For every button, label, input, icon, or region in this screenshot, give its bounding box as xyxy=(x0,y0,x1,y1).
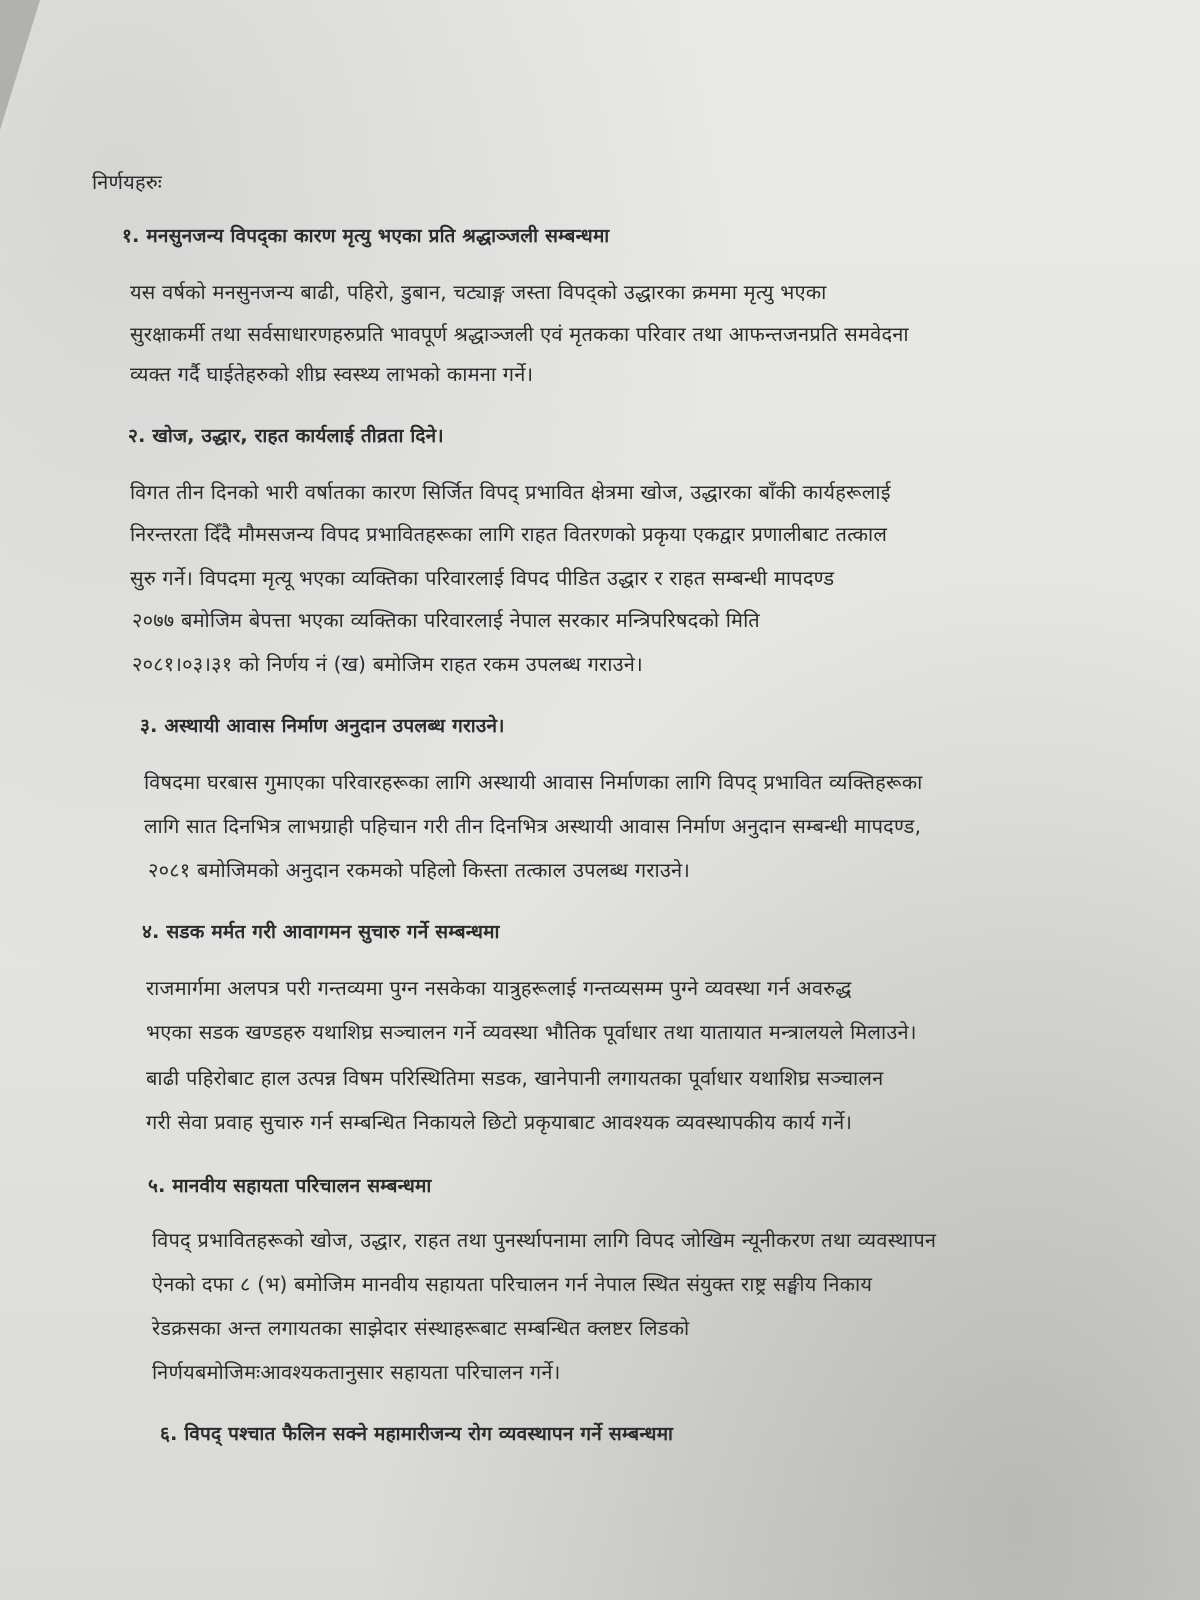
section-1-line-3: व्यक्त गर्दै घाईतेहरुको शीघ्र स्वस्थ्य लाभको कामना गर्ने। xyxy=(130,362,534,386)
section-4-line-1: राजमार्गमा अलपत्र परी गन्तव्यमा पुग्न नसकेका यात्रुहरूलाई गन्तव्यसम्म पुग्ने व्यवस्था गर्न अवरुद्ध xyxy=(146,976,852,1000)
section-2-line-4: २०७७ बमोजिम बेपत्ता भएका व्यक्तिका परिवारलाई नेपाल सरकार मन्त्रिपरिषदको मिति xyxy=(132,608,760,632)
section-2-line-3: सुरु गर्ने। विपदमा मृत्यू भएका व्यक्तिका परिवारलाई विपद पीडित उद्धार र राहत सम्बन्धी मापदण्ड xyxy=(130,566,835,590)
section-4-line-2: भएका सडक खण्डहरु यथाशिघ्र सञ्चालन गर्ने व्यवस्था भौतिक पूर्वाधार तथा यातायात मन्त्रालयले मिलाउने। xyxy=(146,1020,917,1044)
section-5-line-2: ऐनको दफा ८ (भ) बमोजिम मानवीय सहायता परिचालन गर्न नेपाल स्थित संयुक्त राष्ट्र सङ्घीय निकाय xyxy=(152,1272,873,1296)
section-1-line-2: सुरक्षाकर्मी तथा सर्वसाधारणहरुप्रति भावपूर्ण श्रद्धाञ्जली एवं मृतकका परिवार तथा आफन्तजनप्रति समवेदना xyxy=(130,322,909,346)
section-5-line-1: विपद् प्रभावितहरूको खोज, उद्धार, राहत तथा पुनर्स्थापनामा लागि विपद जोखिम न्यूनीकरण तथा व्यवस्थापन xyxy=(152,1228,937,1252)
section-2-line-2: निरन्तरता दिँदै मौमसजन्य विपद प्रभावितहरूका लागि राहत वितरणको प्रकृया एकद्वार प्रणालीबाट तत्काल xyxy=(130,522,888,546)
section-1-line-1: यस वर्षको मनसुनजन्य बाढी, पहिरो, डुबान, चट्याङ्ग जस्ता विपद्को उद्धारका क्रममा मृत्यु भएका xyxy=(130,280,827,304)
section-2-line-5: २०८१।०३।३१ को निर्णय नं (ख) बमोजिम राहत रकम उपलब्ध गराउने। xyxy=(132,652,643,676)
section-3-line-1: विषदमा घरबास गुमाएका परिवारहरूका लागि अस्थायी आवास निर्माणका लागि विपद् प्रभावित व्यक्तिहरूका xyxy=(144,770,923,794)
section-4-line-4: गरी सेवा प्रवाह सुचारु गर्न सम्बन्धित निकायले छिटो प्रकृयाबाट आवश्यक व्यवस्थापकीय कार्य गर्ने। xyxy=(146,1110,853,1134)
section-6-heading: ६. विपद् पश्चात फैलिन सक्ने महामारीजन्य रोग व्यवस्थापन गर्ने सम्बन्धमा xyxy=(160,1423,674,1445)
section-3-heading: ३. अस्थायी आवास निर्माण अनुदान उपलब्ध गराउने। xyxy=(140,715,505,737)
section-5-line-4: निर्णयबमोजिमःआवश्यकतानुसार सहायता परिचालन गर्ने। xyxy=(152,1360,561,1384)
section-5-line-3: रेडक्रसका अन्त लगायतका साझेदार संस्थाहरूबाट सम्बन्धित क्लष्टर लिडको xyxy=(152,1316,690,1340)
section-2-line-1: विगत तीन दिनको भारी वर्षातका कारण सिर्जित विपद् प्रभावित क्षेत्रमा खोज, उद्धारका बाँकी कार्यहरूलाई xyxy=(130,480,891,504)
document-title: निर्णयहरुः xyxy=(92,170,162,194)
section-3-line-2: लागि सात दिनभित्र लाभग्राही पहिचान गरी तीन दिनभित्र अस्थायी आवास निर्माण अनुदान सम्बन्धी मापदण्ड, xyxy=(144,814,922,838)
section-3-line-3: २०८१ बमोजिमको अनुदान रकमको पहिलो किस्ता तत्काल उपलब्ध गराउने। xyxy=(148,858,691,882)
section-2-heading: २. खोज, उद्धार, राहत कार्यलाई तीव्रता दिने। xyxy=(128,425,444,447)
section-5-heading: ५. मानवीय सहायता परिचालन सम्बन्धमा xyxy=(148,1175,432,1197)
section-1-heading: १. मनसुनजन्य विपद्का कारण मृत्यु भएका प्रति श्रद्धाञ्जली सम्बन्धमा xyxy=(122,225,610,247)
section-4-heading: ४. सडक मर्मत गरी आवागमन सुचारु गर्ने सम्बन्धमा xyxy=(142,921,500,943)
section-4-line-3: बाढी पहिरोबाट हाल उत्पन्न विषम परिस्थितिमा सडक, खानेपानी लगायतका पूर्वाधार यथाशिघ्र सञ्चालन xyxy=(146,1066,884,1090)
